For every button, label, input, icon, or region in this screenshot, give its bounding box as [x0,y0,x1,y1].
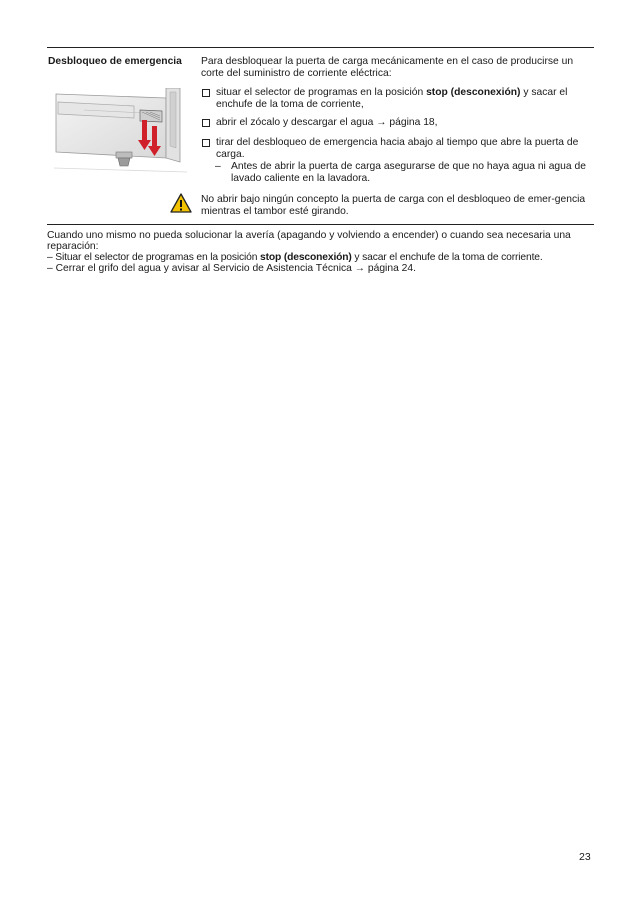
warning-triangle-icon [170,193,192,213]
sub-note: – Antes de abrir la puerta de carga asegurarse de que no haya agua ni agua de lavado caliente en la lavadora. [215,161,586,185]
square-bullet-icon [202,119,210,127]
middle-rule [47,224,594,225]
emergency-release-illustration [54,88,187,176]
list-item: tirar del desbloqueo de emergencia hacia abajo al tiempo que abre la puerta de carga. [201,137,594,162]
page-number: 23 [579,851,591,863]
top-rule [47,47,594,48]
warning-text: No abrir bajo ningún concepto la puerta de carga con el desbloqueo de emer-gencia mientras el tambor esté girando. [201,194,586,218]
repair-step-1: – Situar el selector de programas en la posición stop (desconexión) y sacar el enchufe de la toma de corriente. [47,252,543,263]
list-item: situar el selector de programas en la posición stop (desconexión) y sacar el enchufe de la toma de corriente, [201,87,594,112]
repair-step-2: – Cerrar el grifo del agua y avisar al Servicio de Asistencia Técnica → página 24. [47,263,416,274]
section-term: Desbloqueo de emergencia [48,56,182,67]
intro-paragraph: Para desbloquear la puerta de carga mecánicamente en el caso de producirse un corte del suministro de corriente eléctrica: [201,56,574,80]
repair-note: Cuando uno mismo no pueda solucionar la avería (apagando y volviendo a encender) o cuando sea necesaria una reparación: [47,230,571,252]
square-bullet-icon [202,89,210,97]
square-bullet-icon [202,139,210,147]
list-item: abrir el zócalo y descargar el agua → página 18, [201,117,594,129]
